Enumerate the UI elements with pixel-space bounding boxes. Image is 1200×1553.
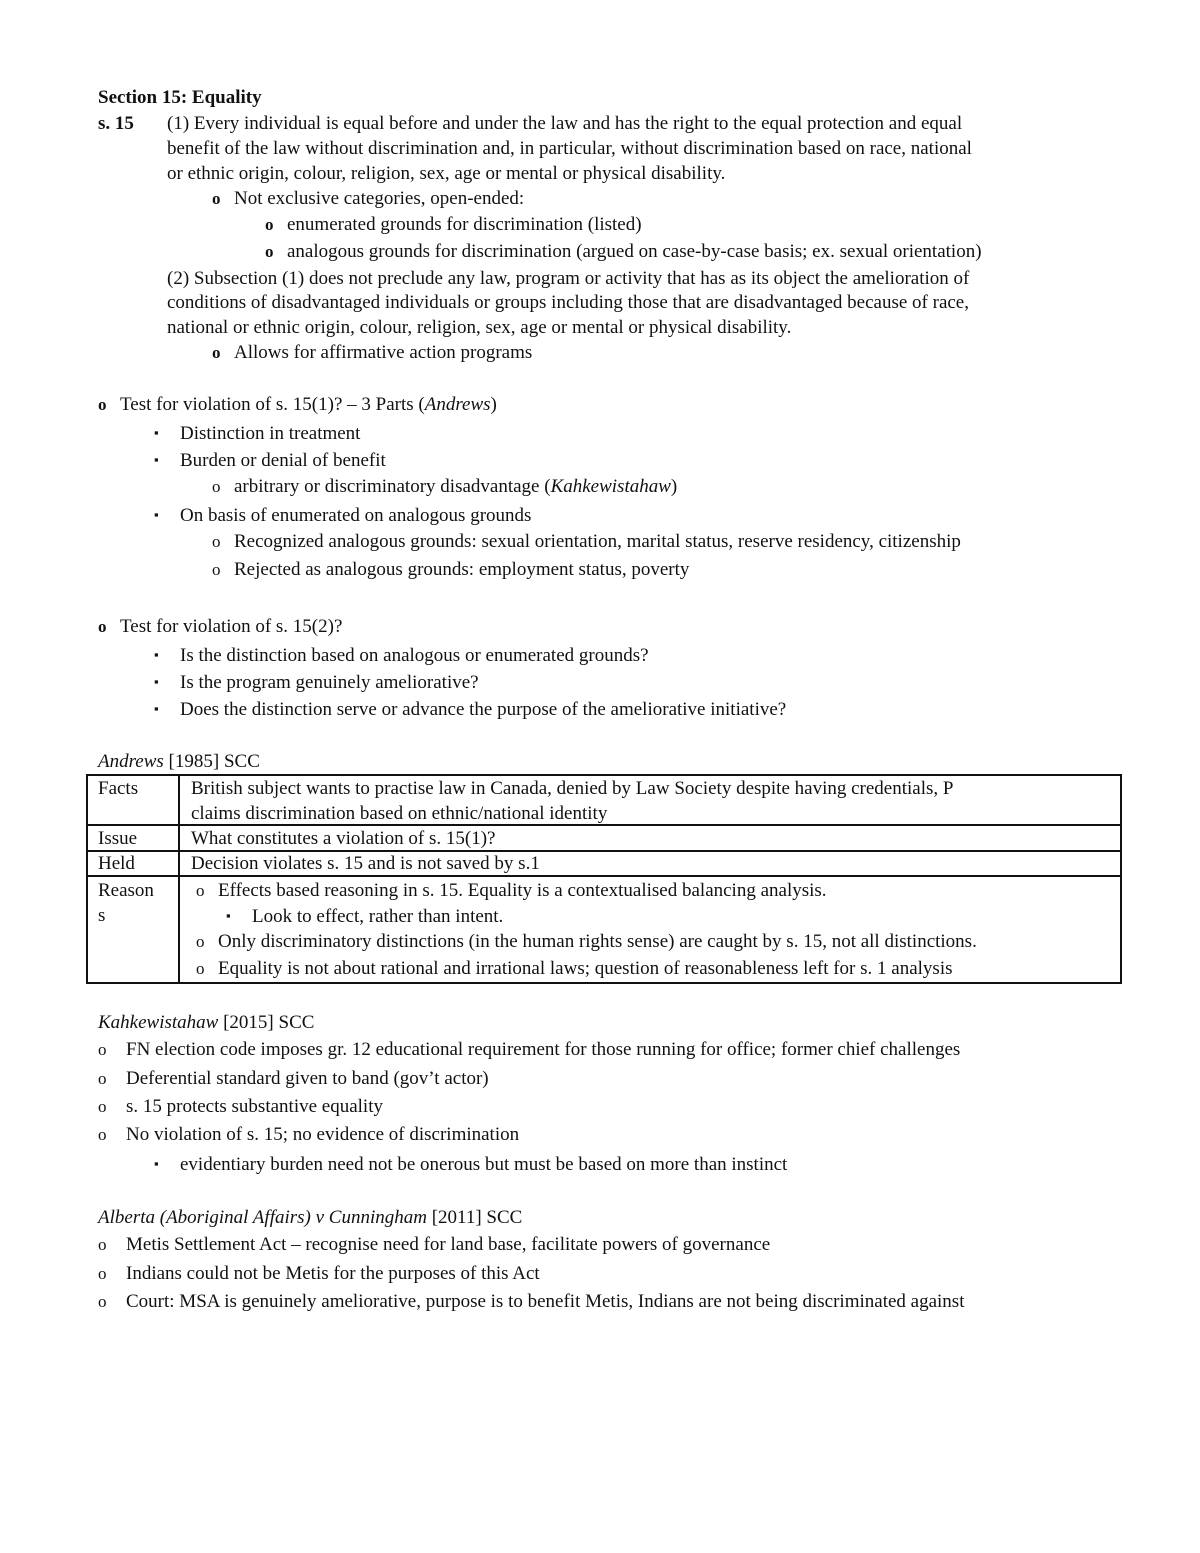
subsection-1-line-1: (1) Every individual is equal before and under the law and has the right to the equal protection and equal <box>167 113 963 134</box>
cunningham-point-1: o Metis Settlement Act – recognise need for land base, facilitate powers of governance <box>98 1234 771 1255</box>
bullet-o-icon: o <box>212 477 221 496</box>
test-15-1-item-3: ▪ On basis of enumerated on analogous grounds <box>154 502 531 528</box>
reasons-label-2: s <box>98 905 106 926</box>
facts-label: Facts <box>98 778 139 799</box>
subsection-1-line-2: benefit of the law without discrimination and, in particular, without discrimination based on race, national <box>167 138 972 159</box>
bullet-o-icon: o <box>265 242 274 261</box>
bullet-o-icon: o <box>98 1040 107 1059</box>
kahkewistahaw-title: Kahkewistahaw [2015] SCC <box>98 1012 315 1033</box>
table-border <box>1120 774 1122 982</box>
section-label: s. 15 <box>98 113 134 134</box>
bullet-o-icon: o <box>98 1125 107 1144</box>
issue-text: What constitutes a violation of s. 15(1)? <box>191 828 496 849</box>
facts-line-2: claims discrimination based on ethnic/national identity <box>191 803 608 824</box>
bullet-o-icon: o <box>212 189 221 208</box>
test-15-2-item-1: ▪ Is the distinction based on analogous or enumerated grounds? <box>154 642 649 668</box>
kahkewistahaw-point-4a: ▪ evidentiary burden need not be onerous but must be based on more than instinct <box>154 1151 787 1177</box>
held-text: Decision violates s. 15 and is not saved by s.1 <box>191 853 540 874</box>
reason-1: o Effects based reasoning in s. 15. Equality is a contextualised balancing analysis. <box>196 880 827 901</box>
bullet-o-icon: o <box>265 215 274 234</box>
test-15-1-item-3b: o Rejected as analogous grounds: employment status, poverty <box>212 559 690 580</box>
bullet-o-icon: o <box>196 959 205 978</box>
test-15-2-item-2: ▪ Is the program genuinely ameliorative? <box>154 669 479 695</box>
bullet-o-icon: o <box>98 617 107 636</box>
note-analogous: o analogous grounds for discrimination (argued on case-by-case basis; ex. sexual orientation) <box>265 241 982 262</box>
bullet-square-icon: ▪ <box>154 425 159 440</box>
subsection-2-line-1: (2) Subsection (1) does not preclude any law, program or activity that has as its object the amelioration of <box>167 268 970 289</box>
cunningham-point-3: o Court: MSA is genuinely ameliorative, purpose is to benefit Metis, Indians are not being discriminated against <box>98 1291 965 1312</box>
bullet-square-icon: ▪ <box>154 647 159 662</box>
issue-label: Issue <box>98 828 138 849</box>
note-enumerated: o enumerated grounds for discrimination (listed) <box>265 214 642 235</box>
facts-line-1: British subject wants to practise law in Canada, denied by Law Society despite having credentials, P <box>191 778 954 799</box>
section-heading: Section 15: Equality <box>98 87 262 108</box>
test-15-1-item-2a: o arbitrary or discriminatory disadvantage (Kahkewistahaw) <box>212 476 678 497</box>
bullet-square-icon: ▪ <box>226 908 231 923</box>
table-border <box>86 982 1122 984</box>
bullet-square-icon: ▪ <box>154 701 159 716</box>
held-label: Held <box>98 853 135 874</box>
cunningham-point-2: o Indians could not be Metis for the purposes of this Act <box>98 1263 540 1284</box>
reason-1a: ▪ Look to effect, rather than intent. <box>226 903 503 929</box>
test-15-1-item-3a: o Recognized analogous grounds: sexual orientation, marital status, reserve residency, citizenship <box>212 531 961 552</box>
bullet-o-icon: o <box>212 532 221 551</box>
test-15-1-title: o Test for violation of s. 15(1)? – 3 Parts (Andrews) <box>98 394 497 415</box>
kahkewistahaw-point-3: o s. 15 protects substantive equality <box>98 1096 383 1117</box>
andrews-case-table <box>86 774 1122 984</box>
table-border <box>86 774 88 982</box>
note-affirmative-action: o Allows for affirmative action programs <box>212 342 533 363</box>
kahkewistahaw-point-1: o FN election code imposes gr. 12 educational requirement for those running for office; former chief challenges <box>98 1039 961 1060</box>
bullet-o-icon: o <box>98 395 107 414</box>
test-15-2-title: o Test for violation of s. 15(2)? <box>98 616 343 637</box>
test-15-2-item-3: ▪ Does the distinction serve or advance the purpose of the ameliorative initiative? <box>154 696 786 722</box>
bullet-o-icon: o <box>98 1097 107 1116</box>
cunningham-title: Alberta (Aboriginal Affairs) v Cunningham [2011] SCC <box>98 1207 523 1228</box>
bullet-square-icon: ▪ <box>154 452 159 467</box>
test-15-1-item-2: ▪ Burden or denial of benefit <box>154 447 386 473</box>
kahkewistahaw-point-4: o No violation of s. 15; no evidence of discrimination <box>98 1124 520 1145</box>
subsection-2-line-3: national or ethnic origin, colour, religion, sex, age or mental or physical disability. <box>167 317 792 338</box>
bullet-o-icon: o <box>212 560 221 579</box>
bullet-o-icon: o <box>98 1069 107 1088</box>
andrews-title: Andrews [1985] SCC <box>98 751 260 772</box>
bullet-o-icon: o <box>98 1235 107 1254</box>
bullet-o-icon: o <box>196 881 205 900</box>
subsection-2-line-2: conditions of disadvantaged individuals or groups including those that are disadvantaged because of race, <box>167 292 969 313</box>
bullet-square-icon: ▪ <box>154 1156 159 1171</box>
reason-3: o Equality is not about rational and irrational laws; question of reasonableness left for s. 1 analysis <box>196 958 953 979</box>
bullet-o-icon: o <box>212 343 221 362</box>
note-open-ended: o Not exclusive categories, open-ended: <box>212 188 525 209</box>
table-border <box>178 774 180 982</box>
reason-2: o Only discriminatory distinctions (in the human rights sense) are caught by s. 15, not all distinctions. <box>196 931 977 952</box>
subsection-1-line-3: or ethnic origin, colour, religion, sex, age or mental or physical disability. <box>167 163 726 184</box>
kahkewistahaw-point-2: o Deferential standard given to band (gov’t actor) <box>98 1068 489 1089</box>
test-15-1-item-1: ▪ Distinction in treatment <box>154 420 360 446</box>
bullet-square-icon: ▪ <box>154 507 159 522</box>
bullet-o-icon: o <box>98 1292 107 1311</box>
bullet-o-icon: o <box>98 1264 107 1283</box>
reasons-label-1: Reason <box>98 880 154 901</box>
bullet-square-icon: ▪ <box>154 674 159 689</box>
bullet-o-icon: o <box>196 932 205 951</box>
